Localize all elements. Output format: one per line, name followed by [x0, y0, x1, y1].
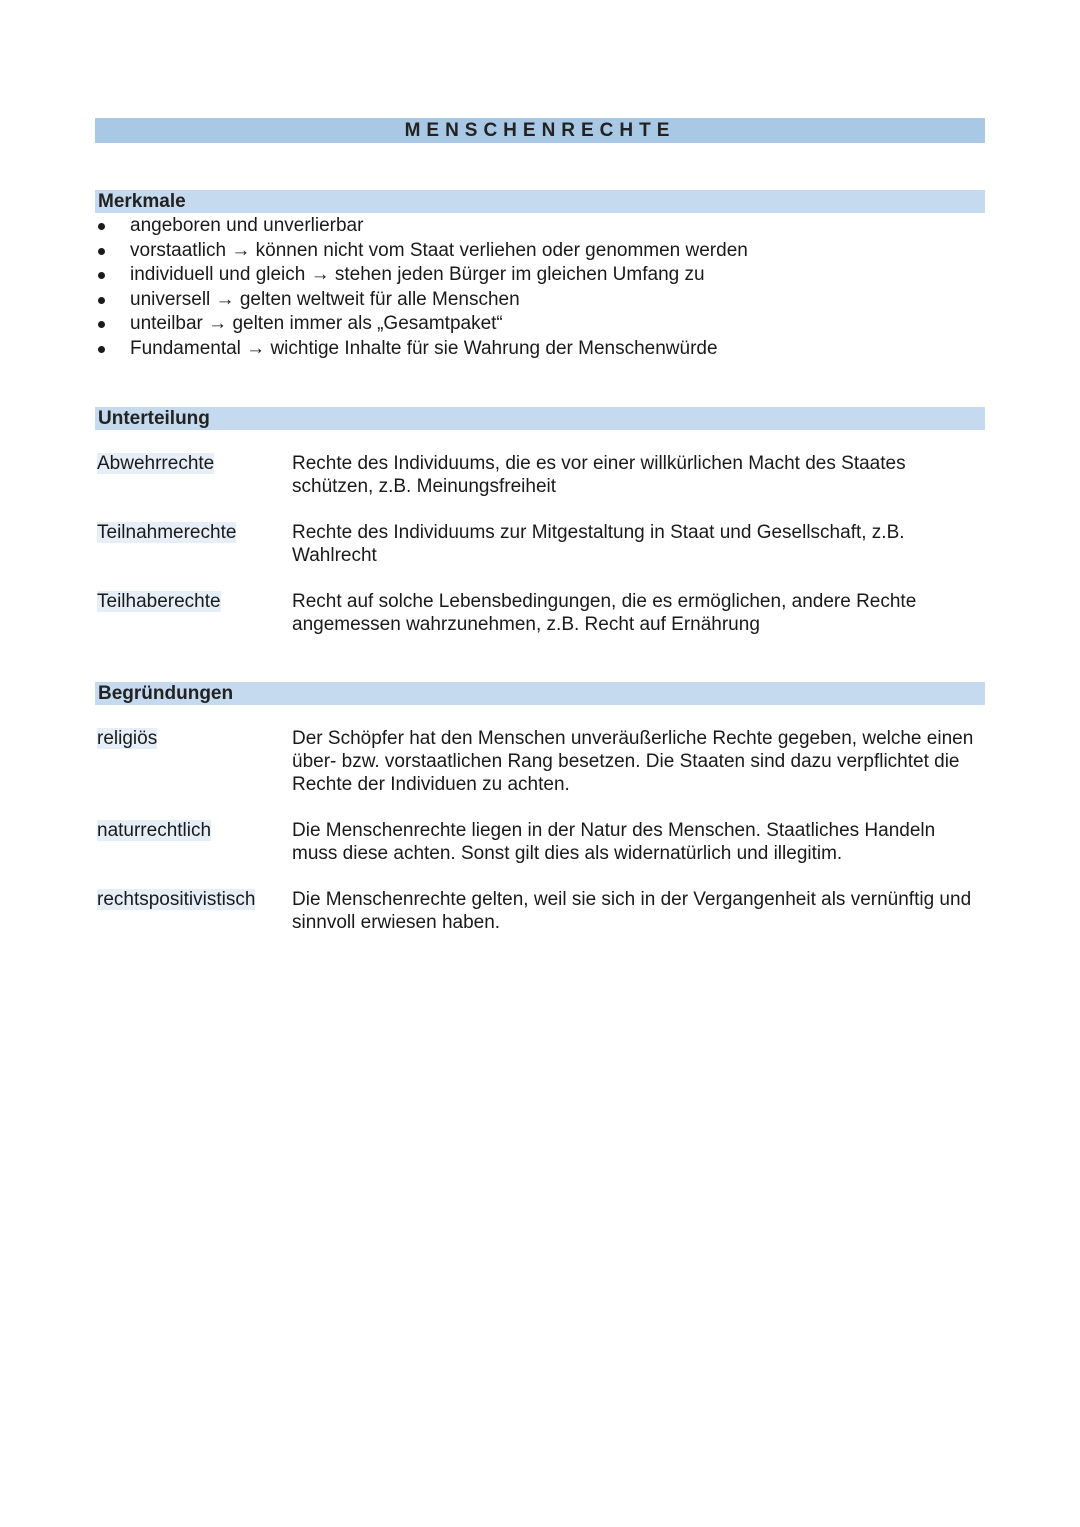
definition-row — [95, 452, 985, 498]
definition-row — [95, 521, 985, 567]
list-item-text: Fundamental → wichtige Inhalte für sie Wahrung der Menschenwürde — [130, 337, 718, 359]
list-item — [95, 239, 985, 264]
definition-term: religiös — [97, 728, 158, 749]
section-heading-begruendungen: Begründungen — [95, 682, 985, 705]
list-item-text: angeboren und unverlierbar — [130, 215, 364, 236]
definition-term: Teilhaberechte — [97, 591, 221, 612]
definition-term: naturrechtlich — [97, 820, 212, 841]
list-item-text: vorstaatlich → können nicht vom Staat verliehen oder genommen werden — [130, 239, 748, 261]
definition-term: rechtspositivistisch — [97, 889, 256, 910]
definition-text: Die Menschenrechte liegen in der Natur des Menschen. Staatliches Handeln muss diese achten. Sonst gilt dies als widernatürlich und illegitim. — [292, 820, 936, 864]
definition-text: Der Schöpfer hat den Menschen unveräußerliche Rechte gegeben, welche einen über- bzw. vorstaatlichen Rang besetzen. Die Staaten sind dazu verpflichtet die Rechte der Individuen zu achten. — [292, 728, 974, 795]
list-item-text: universell → gelten weltweit für alle Menschen — [130, 288, 520, 310]
bullet-icon — [98, 272, 105, 279]
merkmale-list — [95, 214, 985, 361]
list-item-text: unteilbar → gelten immer als „Gesamtpaket“ — [130, 313, 503, 334]
bullet-icon — [98, 297, 105, 304]
document-page — [95, 118, 985, 957]
bullet-icon — [98, 248, 105, 255]
list-item-text: individuell und gleich → stehen jeden Bürger im gleichen Umfang zu — [130, 264, 705, 285]
bullet-icon — [98, 321, 105, 328]
list-item — [95, 263, 985, 288]
definition-text: Rechte des Individuums, die es vor einer willkürlichen Macht des Staates schützen, z.B. Meinungsfreiheit — [292, 453, 906, 497]
section-heading-unterteilung: Unterteilung — [95, 407, 985, 430]
definition-row — [95, 590, 985, 636]
page-title: MENSCHENRECHTE — [95, 118, 985, 143]
list-item — [95, 337, 985, 362]
definition-row — [95, 819, 985, 865]
bullet-icon — [98, 223, 105, 230]
definition-term: Abwehrrechte — [97, 453, 215, 474]
definition-row — [95, 888, 985, 934]
unterteilung-list — [95, 452, 985, 636]
definition-text: Die Menschenrechte gelten, weil sie sich in der Vergangenheit als vernünftig und sinnvoll erwiesen haben. — [292, 889, 972, 933]
definition-term: Teilnahmerechte — [97, 522, 237, 543]
section-heading-merkmale: Merkmale — [95, 190, 985, 213]
bullet-icon — [98, 346, 105, 353]
definition-text: Rechte des Individuums zur Mitgestaltung in Staat und Gesellschaft, z.B. Wahlrecht — [292, 522, 905, 566]
list-item — [95, 288, 985, 313]
definition-row — [95, 727, 985, 796]
list-item — [95, 312, 985, 337]
list-item — [95, 214, 985, 239]
begruendungen-list — [95, 727, 985, 934]
definition-text: Recht auf solche Lebensbedingungen, die es ermöglichen, andere Rechte angemessen wahrzunehmen, z.B. Recht auf Ernährung — [292, 591, 917, 635]
